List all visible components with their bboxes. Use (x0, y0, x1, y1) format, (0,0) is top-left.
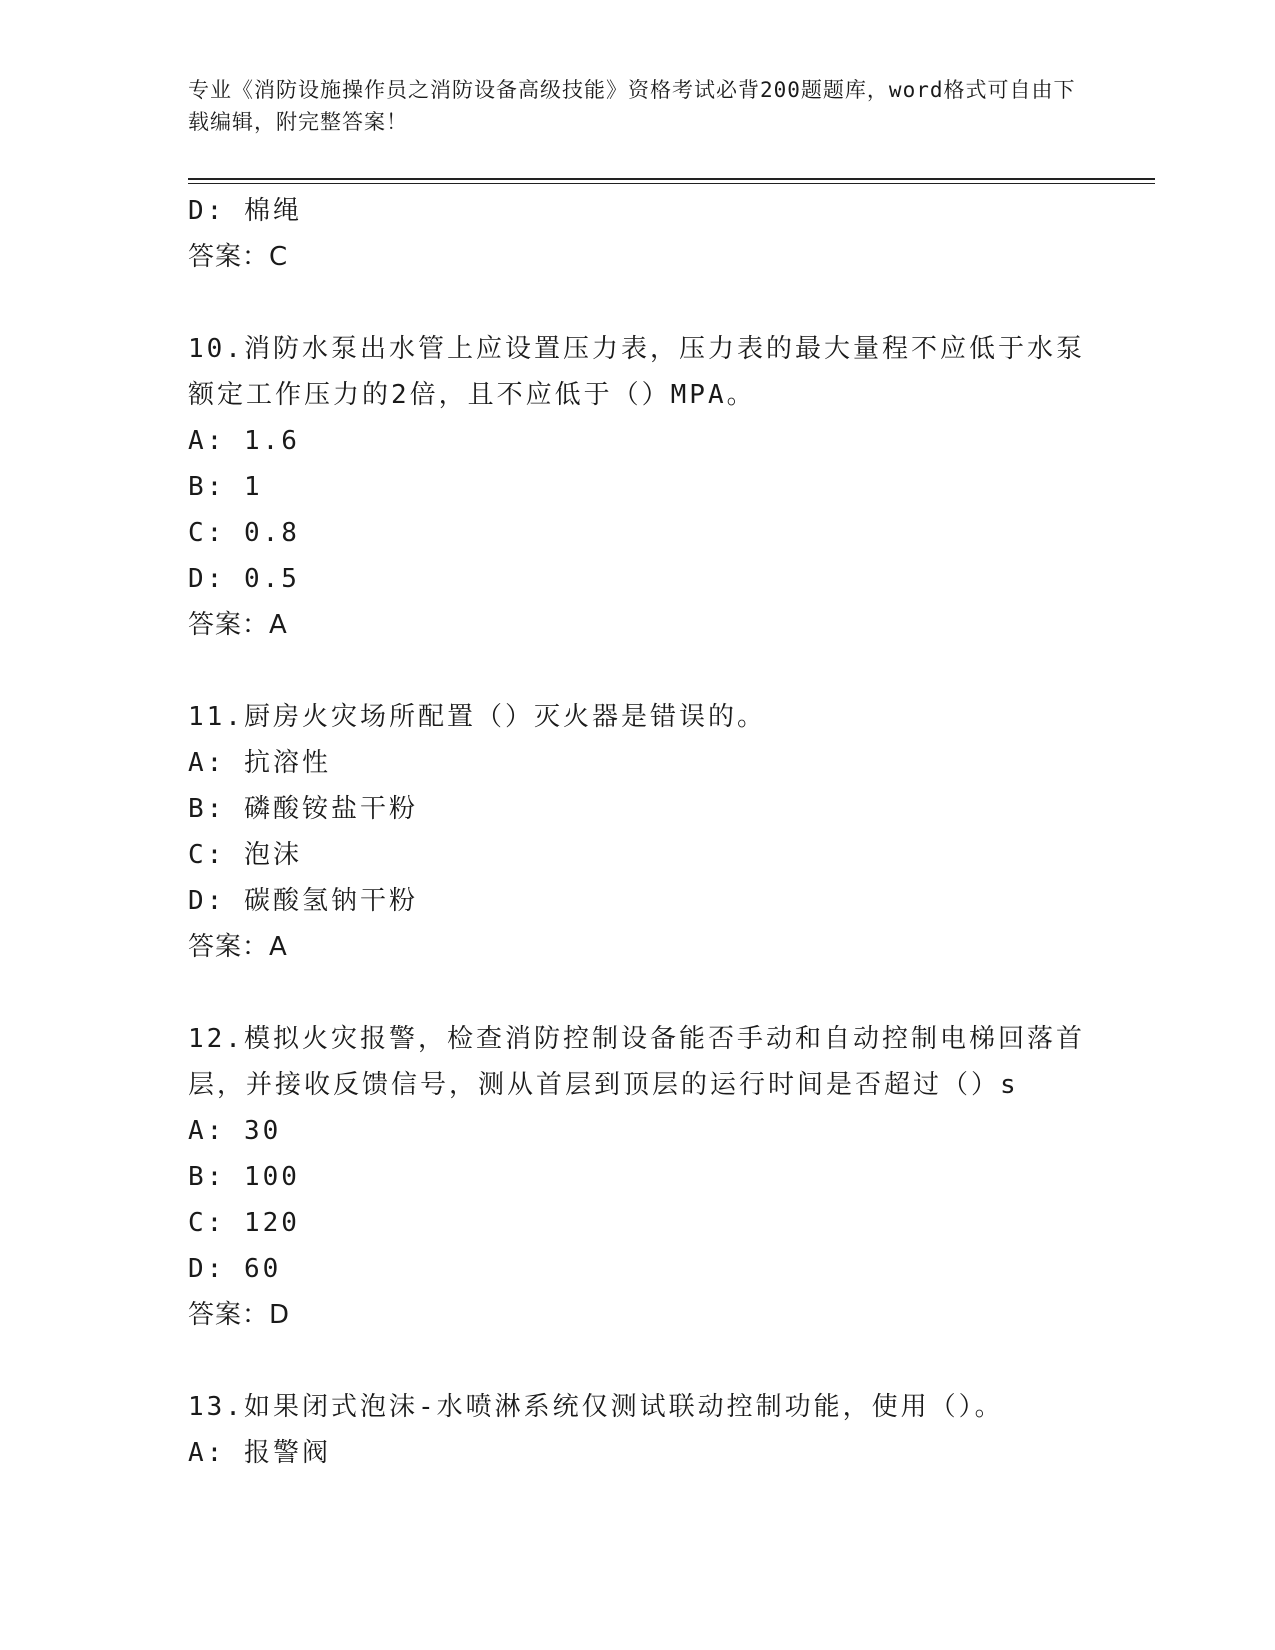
answer-line: 答案：A (188, 610, 288, 640)
question-stem-continued: 额定工作压力的2倍，且不应低于（）MPA。 (188, 380, 756, 410)
question-stem-continued: 层，并接收反馈信号，测从首层到顶层的运行时间是否超过（）s (188, 1070, 1019, 1100)
option-d: D: 0.5 (188, 564, 300, 594)
option-a: A: 报警阀 (188, 1438, 331, 1468)
header-divider-thin (188, 183, 1155, 184)
option-c: C: 120 (188, 1208, 300, 1238)
option-a: A: 1.6 (188, 426, 300, 456)
option-d: D: 棉绳 (188, 196, 302, 226)
answer-line: 答案：C (188, 242, 289, 272)
spacer (188, 648, 1088, 694)
question-stem: 13.如果闭式泡沫-水喷淋系统仅测试联动控制功能，使用（）。 (188, 1392, 1004, 1422)
question-stem: 10.消防水泵出水管上应设置压力表，压力表的最大量程不应低于水泵 (188, 334, 1085, 364)
spacer (188, 1338, 1088, 1384)
question-stem: 12.模拟火灾报警，检查消防控制设备能否手动和自动控制电梯回落首 (188, 1024, 1085, 1054)
option-c: C: 泡沫 (188, 840, 302, 870)
spacer (188, 970, 1088, 1016)
option-a: A: 抗溶性 (188, 748, 331, 778)
option-c: C: 0.8 (188, 518, 300, 548)
answer-line: 答案：D (188, 1300, 291, 1330)
option-b: B: 磷酸铵盐干粉 (188, 794, 418, 824)
option-b: B: 1 (188, 472, 263, 502)
spacer (188, 280, 1088, 326)
option-b: B: 100 (188, 1162, 300, 1192)
document-header: 专业《消防设施操作员之消防设备高级技能》资格考试必背200题题库，word格式可自由下载编辑，附完整答案！ (188, 78, 1076, 134)
question-list (188, 188, 1088, 1476)
header-divider-thick (188, 178, 1155, 180)
question-stem: 11.厨房火灾场所配置（）灭火器是错误的。 (188, 702, 766, 732)
answer-line: 答案：A (188, 932, 288, 962)
option-a: A: 30 (188, 1116, 282, 1146)
option-d: D: 碳酸氢钠干粉 (188, 886, 418, 916)
option-d: D: 60 (188, 1254, 282, 1284)
